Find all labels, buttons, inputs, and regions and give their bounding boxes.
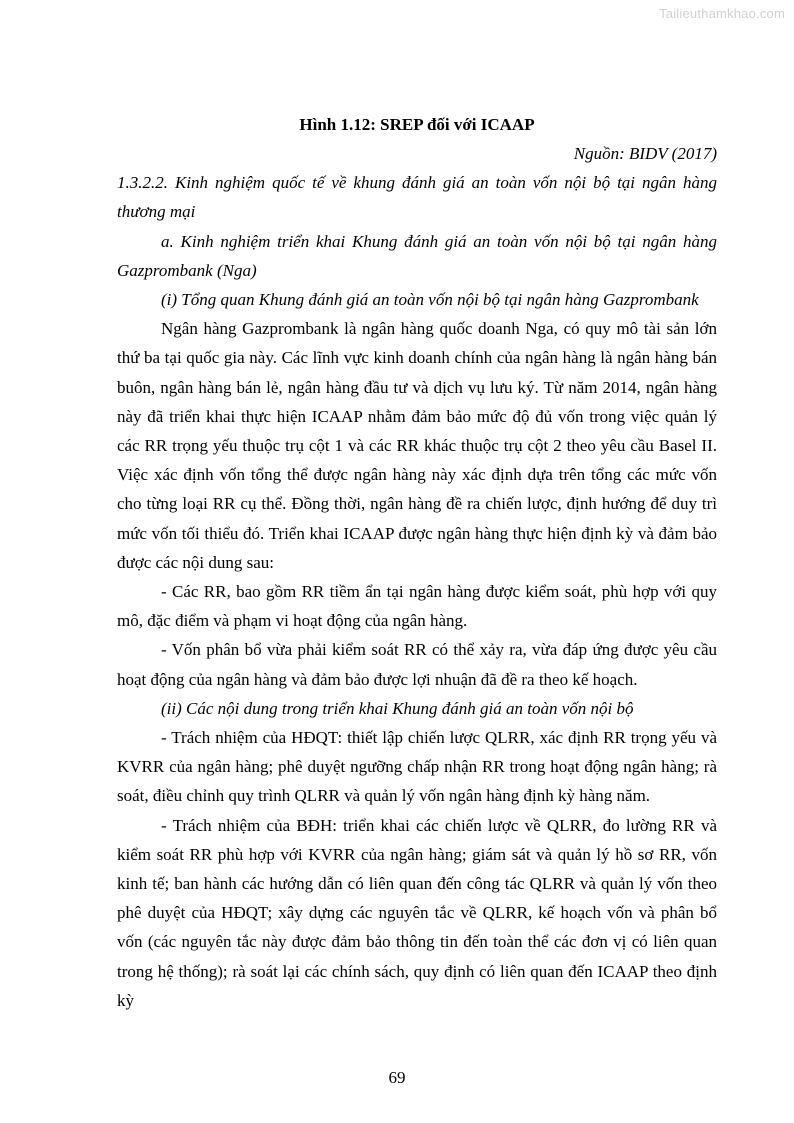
- bullet-paragraph: - Các RR, bao gồm RR tiềm ẩn tại ngân hàng được kiểm soát, phù hợp với quy mô, đặc điểm và phạm vi hoạt động của ngân hàng.: [117, 582, 717, 631]
- subsection-ii-heading: (ii) Các nội dung trong triển khai Khung đánh giá an toàn vốn nội bộ: [161, 698, 634, 718]
- figure-title: Hình 1.12: SREP đối với ICAAP: [299, 115, 535, 134]
- bullet-paragraph: - Vốn phân bổ vừa phải kiểm soát RR có thể xảy ra, vừa đáp ứng được yêu cầu hoạt động của ngân hàng và đảm bảo được lợi nhuận đã đề ra theo kế hoạch.: [117, 640, 717, 689]
- bullet-paragraph: - Trách nhiệm của HĐQT: thiết lập chiến lược QLRR, xác định RR trọng yếu và KVRR của ngân hàng; phê duyệt ngưỡng chấp nhận RR trong hoạt động ngân hàng; rà soát, điều chỉnh quy trình QLRR và quản lý vốn ngân hàng định kỳ hàng năm.: [117, 728, 717, 806]
- subsection-i-heading: (i) Tổng quan Khung đánh giá an toàn vốn nội bộ tại ngân hàng Gazprombank: [161, 290, 699, 310]
- bullet-paragraph: - Trách nhiệm của BĐH: triển khai các chiến lược về QLRR, đo lường RR và kiểm soát RR phù hợp với KVRR của ngân hàng; giám sát và quản lý hồ sơ RR, vốn kinh tế; ban hành các hướng dẫn có liên quan đến công tác QLRR và quản lý vốn theo phê duyệt của HĐQT; xây dựng các nguyên tắc về QLRR, kế hoạch vốn và phân bổ vốn (các nguyên tắc này được đảm bảo thông tin đến toàn thể các đơn vị có liên quan trong hệ thống); rà soát lại các chính sách, quy định có liên quan đến ICAAP theo định kỳ: [117, 815, 717, 1010]
- watermark: Tailieuthamkhao.com: [659, 6, 785, 21]
- paragraph: Ngân hàng Gazprombank là ngân hàng quốc doanh Nga, có quy mô tài sản lớn thứ ba tại quốc gia này. Các lĩnh vực kinh doanh chính của ngân hàng là ngân hàng bán buôn, ngân hàng bán lẻ, ngân hàng đầu tư và dịch vụ lưu ký. Từ năm 2014, ngân hàng này đã triển khai thực hiện ICAAP nhằm đảm bảo mức độ đủ vốn trong việc quản lý các RR trọng yếu thuộc trụ cột 1 và các RR khác thuộc trụ cột 2 theo yêu cầu Basel II. Việc xác định vốn tổng thể được ngân hàng này xác định dựa trên tổng các mức vốn cho từng loại RR cụ thể. Đồng thời, ngân hàng đề ra chiến lược, định hướng để duy trì mức vốn tối thiểu đó. Triển khai ICAAP được ngân hàng thực hiện định kỳ và đảm bảo được các nội dung sau:: [117, 319, 717, 572]
- subsection-a-heading: a. Kinh nghiệm triển khai Khung đánh giá an toàn vốn nội bộ tại ngân hàng Gazprombank (Nga): [117, 231, 717, 280]
- document-body: [117, 110, 717, 1015]
- section-heading: 1.3.2.2. Kinh nghiệm quốc tế về khung đánh giá an toàn vốn nội bộ tại ngân hàng thương mại: [117, 173, 717, 222]
- figure-source: Nguồn: BIDV (2017): [573, 144, 717, 163]
- page-number: 69: [388, 1068, 406, 1087]
